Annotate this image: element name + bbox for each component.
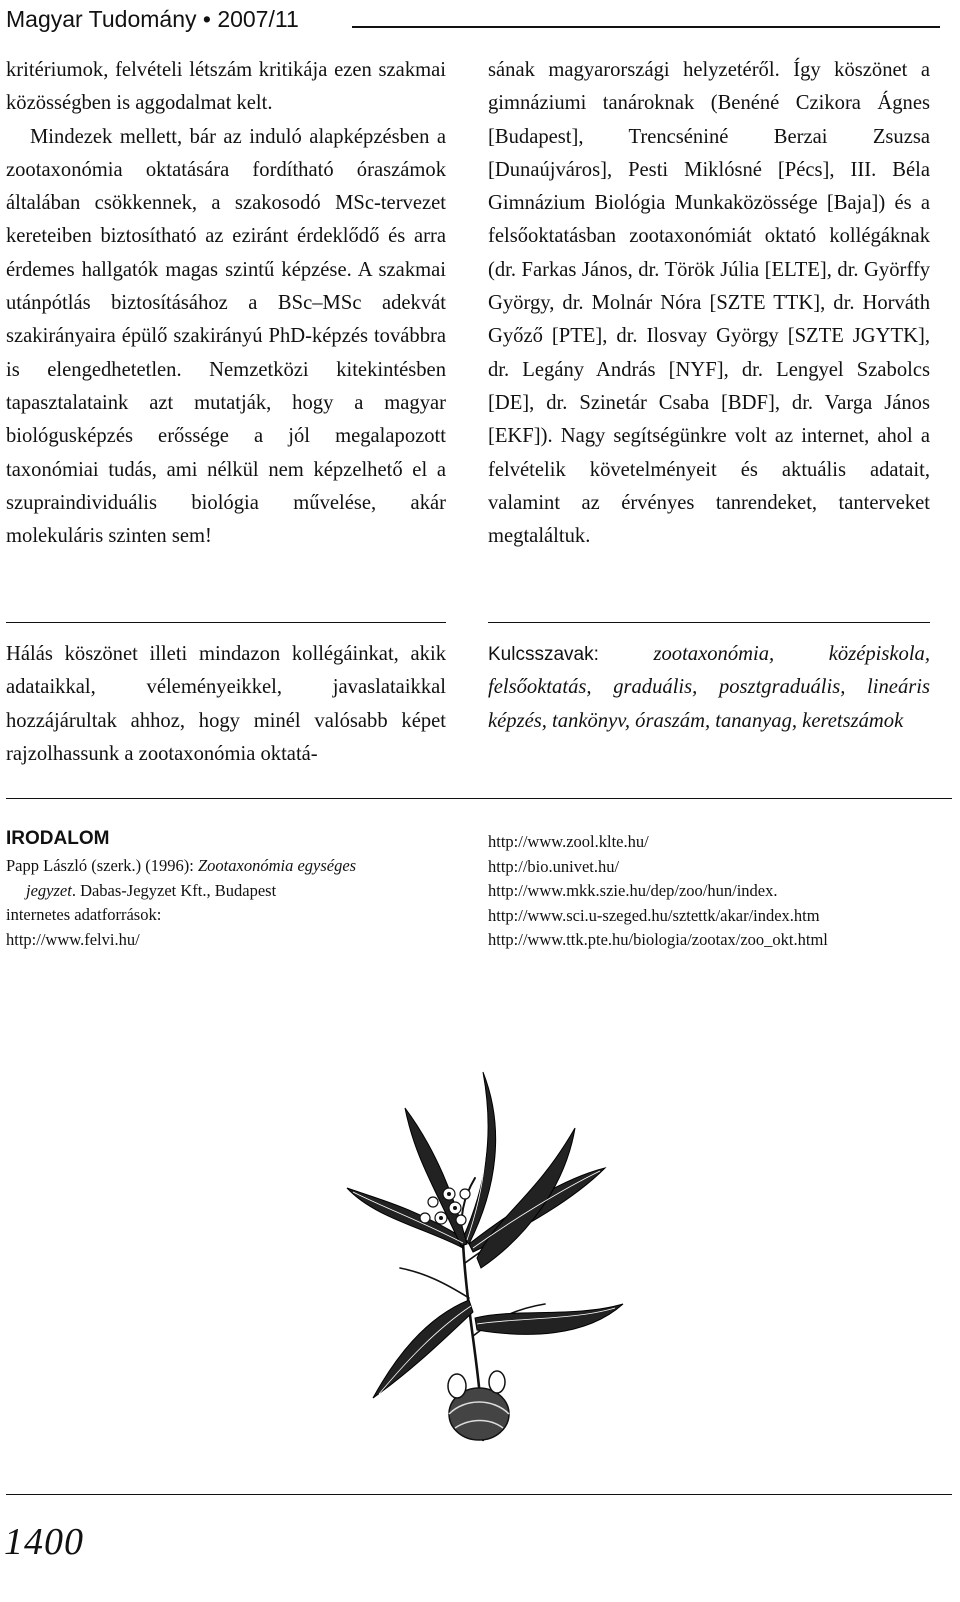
left-paragraph-1: kritériumok, felvételi létszám kritikája ezen szakmai közösségben is aggodalmat kelt. bbox=[6, 59, 446, 115]
running-header bbox=[6, 0, 940, 40]
journal-title: Magyar Tudomány • 2007/11 bbox=[6, 6, 299, 32]
references-right bbox=[488, 830, 933, 953]
reference-book-publisher: . Dabas-Jegyzet Kft., Budapest bbox=[71, 880, 277, 900]
reference-url[interactable]: http://www.zool.klte.hu/ bbox=[488, 832, 649, 851]
footer-rule bbox=[6, 1494, 952, 1495]
page-number: 1400 bbox=[4, 1521, 84, 1563]
keywords-terms: zootaxonómia, középiskola, felsőoktatás, graduális, posztgraduális, lineáris képzés, tankönyv, óraszám, tananyag, keretszámok bbox=[488, 643, 930, 732]
reference-url[interactable]: http://www.sci.u-szeged.hu/sztettk/akar/index.htm bbox=[488, 905, 820, 925]
header-rule bbox=[352, 26, 940, 28]
reference-book-authors: Papp László (szerk.) (1996): bbox=[6, 856, 198, 875]
references-heading: IRODALOM bbox=[6, 828, 110, 849]
reference-url[interactable]: http://www.felvi.hu/ bbox=[6, 929, 140, 949]
right-paragraph-1: sának magyarországi helyzetéről. Így köszönet a gimnáziumi tanároknak (Benéné Czikora Ágnes [Budapest], Trencséniné Berzai Zsuzsa [Dunaújváros], Pesti Miklósné [Pécs], III. Béla Gimnázium Biológia Munkaközössége [Baja]) és a felsőoktatásban zootaxonómiát oktató kollégáknak (dr. Farkas János, dr. Török Júlia [ELTE], dr. Györffy György, dr. Molnár Nóra [SZTE TTK], dr. Horváth Győző [PTE], dr. Ilosvay György [SZTE JGYTK], dr. Legány András [NYF], dr. Lengyel Szabolcs [DE], dr. Szinetár Csaba [BDF], dr. Varga János [EKF]). Nagy segítségünkre volt az internet, ahol a felvételik követelményeit és aktuális adatait, valamint az érvényes tanrendeket, tanterveket megtaláltuk. bbox=[488, 59, 930, 548]
references-divider bbox=[6, 798, 952, 799]
reference-url[interactable]: http://bio.univet.hu/ bbox=[488, 856, 620, 876]
references-left bbox=[6, 824, 466, 952]
left-column bbox=[6, 54, 446, 553]
left-paragraph-2: Mindezek mellett, bár az induló alapképzésben a zootaxonómia oktatására fordítható óraszámok általában csökkennek, a szakosodó MSc-tervezet kereteiben biztosítható az eziránt érdeklődő és arra érdemes hallgatók magas szintű képzése. A szakmai utánpótlás biztosításához a BSc–MSc adekvát szakirányaira épülő szakirányú PhD-képzés továbbra is elengedhetetlen. Nemzetközi kitekintésben tapasztalataink azt mutatják, hogy a magyar biológusképzés erőssége a jól megalapozott taxonómiai tudás, ami nélkül nem képzelhető el a szupraindividuális biológia művelése, akár molekuláris szinten sem! bbox=[6, 125, 446, 548]
right-column bbox=[488, 54, 930, 553]
plant-illustration-icon bbox=[345, 1068, 625, 1446]
left-section-divider bbox=[6, 622, 446, 623]
keywords-block bbox=[488, 638, 930, 738]
reference-book-title-1: Zootaxonómia egységes bbox=[197, 856, 357, 875]
reference-url[interactable]: http://www.ttk.pte.hu/biologia/zootax/zoo_okt.html bbox=[488, 930, 828, 949]
reference-book-title-2: jegyzet bbox=[26, 880, 72, 900]
reference-url[interactable]: http://www.mkk.szie.hu/dep/zoo/hun/index. bbox=[488, 881, 778, 900]
right-section-divider bbox=[488, 622, 930, 623]
reference-book bbox=[6, 854, 466, 879]
keywords-label: Kulcsszavak: bbox=[488, 644, 599, 665]
acknowledgement-paragraph: Hálás köszönet illeti mindazon kollégáinkat, akik adataikkal, véleményeikkel, javaslataikkal hozzájárultak ahhoz, hogy minél valósabb képet rajzolhassunk a zootaxonómia oktatá- bbox=[6, 643, 446, 765]
internet-sources-label: internetes adatforrások: bbox=[6, 905, 162, 924]
reference-book-continued bbox=[6, 879, 466, 904]
